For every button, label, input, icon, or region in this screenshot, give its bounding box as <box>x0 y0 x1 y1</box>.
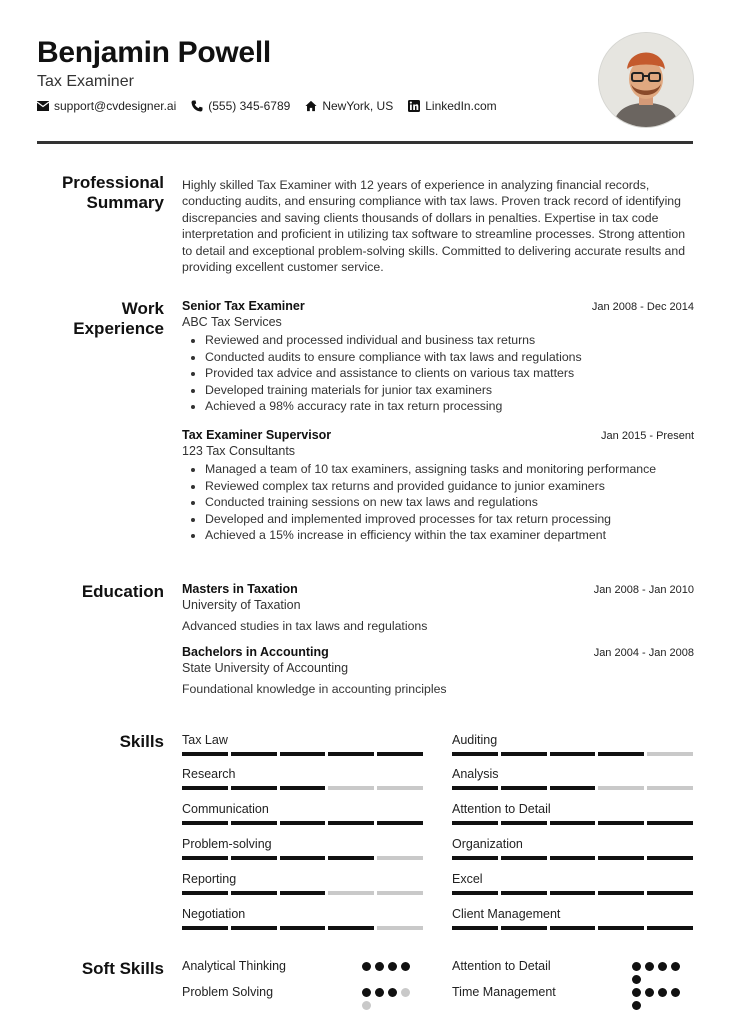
skill-level-segment <box>182 786 228 790</box>
skill-name: Negotiation <box>182 907 246 921</box>
skill-level-segment <box>647 752 693 756</box>
skill-level-segment <box>377 856 423 860</box>
rating-dot <box>645 988 654 997</box>
skill-level-bar <box>182 856 423 860</box>
skill-level-segment <box>550 752 596 756</box>
contact-phone-text: (555) 345-6789 <box>208 99 291 113</box>
section-title-experience <box>37 299 164 339</box>
rating-dot <box>401 962 410 971</box>
skill-level-segment <box>598 786 644 790</box>
skill-level-segment <box>231 752 277 756</box>
skill-level-bar <box>182 752 423 756</box>
job-bullet: • Reviewed complex tax returns and provided guidance to junior examiners <box>205 478 694 495</box>
job-title: Tax Examiner Supervisor <box>182 428 332 442</box>
rating-dot <box>388 962 397 971</box>
linkedin-icon <box>408 100 420 112</box>
skill-level-segment <box>501 786 547 790</box>
rating-dot <box>388 988 397 997</box>
experience-item <box>182 428 694 544</box>
skill-level-segment <box>231 891 277 895</box>
skill-level-segment <box>550 821 596 825</box>
skill-level-segment <box>328 856 374 860</box>
rating-dot <box>375 988 384 997</box>
skill-level-segment <box>501 926 547 930</box>
education-description: Advanced studies in tax laws and regulations <box>182 619 428 633</box>
skill-level-segment <box>647 891 693 895</box>
education-dates: Jan 2008 - Jan 2010 <box>593 584 694 596</box>
job-bullet: • Provided tax advice and assistance to clients on various tax matters <box>205 365 694 382</box>
skill-level-segment <box>501 891 547 895</box>
summary-text: Highly skilled Tax Examiner with 12 years of experience in analyzing financial records, conducting audits, and ensuring compliance with tax laws. Proven track record of identifying discrepancies and saving clients thousands of dollars in penalties. Expertise in tax code interpretation and proficient in utilizing tax software to streamline processes. Strong attention to detail and exceptional problem-solving skills. Committed to delivering accurate results and providing excellent customer service. <box>182 178 686 275</box>
skill-level-bar <box>182 926 423 930</box>
skill-item <box>182 837 423 860</box>
rating-dot <box>632 975 641 984</box>
avatar <box>598 32 694 128</box>
skill-level-segment <box>280 752 326 756</box>
section-title-soft-skills: Soft Skills <box>81 959 164 978</box>
contact-linkedin-text: LinkedIn.com <box>425 99 497 113</box>
soft-skill-rating <box>362 962 410 971</box>
skill-item <box>182 767 423 790</box>
contact-location <box>305 99 393 113</box>
skill-level-bar <box>452 786 693 790</box>
skill-level-bar <box>182 786 423 790</box>
section-title-experience-line2: Experience <box>73 319 164 338</box>
skill-level-segment <box>328 891 374 895</box>
skill-name: Tax Law <box>182 733 228 747</box>
experience-item <box>182 299 694 415</box>
soft-skill-rating <box>632 962 680 971</box>
skill-level-bar <box>452 856 693 860</box>
rating-dot <box>362 988 371 997</box>
school-name: State University of Accounting <box>182 661 349 675</box>
job-bullet: • Developed training materials for junior tax examiners <box>205 382 694 399</box>
job-company: 123 Tax Consultants <box>182 444 296 458</box>
skill-level-segment <box>452 821 498 825</box>
skill-level-bar <box>452 752 693 756</box>
section-title-summary <box>37 173 164 213</box>
soft-skill-name: Problem Solving <box>182 985 274 999</box>
skill-name: Communication <box>182 802 269 816</box>
skill-level-segment <box>328 752 374 756</box>
job-bullets <box>182 461 694 544</box>
skill-level-segment <box>550 891 596 895</box>
skill-level-segment <box>231 926 277 930</box>
skill-item <box>182 733 423 756</box>
skill-name: Reporting <box>182 872 237 886</box>
skill-level-segment <box>501 752 547 756</box>
skill-level-segment <box>231 821 277 825</box>
skill-item <box>452 837 693 860</box>
skill-item <box>452 767 693 790</box>
skill-level-segment <box>182 926 228 930</box>
home-icon <box>305 100 317 112</box>
header-divider <box>37 141 693 144</box>
skill-level-segment <box>452 891 498 895</box>
section-title-education: Education <box>81 582 164 601</box>
skill-level-segment <box>328 926 374 930</box>
education-item <box>182 582 694 633</box>
skill-level-segment <box>550 926 596 930</box>
rating-dot <box>671 988 680 997</box>
section-title-skills: Skills <box>119 732 164 751</box>
phone-icon <box>191 100 203 112</box>
section-title-summary-line1: Professional <box>61 173 164 192</box>
rating-dot <box>645 962 654 971</box>
skill-level-segment <box>280 891 326 895</box>
skill-level-segment <box>647 786 693 790</box>
skill-level-segment <box>280 786 326 790</box>
skill-level-segment <box>231 786 277 790</box>
skill-level-segment <box>182 821 228 825</box>
candidate-title: Tax Examiner <box>37 73 134 90</box>
rating-dot <box>375 962 384 971</box>
skill-level-segment <box>280 856 326 860</box>
skill-level-segment <box>377 752 423 756</box>
skill-level-segment <box>377 891 423 895</box>
skill-name: Attention to Detail <box>452 802 551 816</box>
skill-level-segment <box>231 856 277 860</box>
skill-level-segment <box>598 752 644 756</box>
rating-dot <box>362 1001 371 1010</box>
job-bullet: • Managed a team of 10 tax examiners, assigning tasks and monitoring performance <box>205 461 694 478</box>
skill-level-segment <box>182 856 228 860</box>
soft-skill-name: Analytical Thinking <box>182 959 286 973</box>
skill-level-segment <box>647 926 693 930</box>
job-bullet: • Achieved a 15% increase in efficiency within the tax examiner department <box>205 527 694 544</box>
envelope-icon <box>37 100 49 112</box>
degree-title: Bachelors in Accounting <box>182 645 329 659</box>
soft-skill-name: Time Management <box>452 985 556 999</box>
candidate-name: Benjamin Powell <box>37 36 271 69</box>
skill-level-segment <box>598 926 644 930</box>
skill-item <box>452 802 693 825</box>
skill-level-segment <box>598 821 644 825</box>
skill-level-segment <box>377 926 423 930</box>
job-bullet: • Reviewed and processed individual and business tax returns <box>205 332 694 349</box>
skill-level-bar <box>452 821 693 825</box>
skill-level-bar <box>182 821 423 825</box>
soft-skill-name: Attention to Detail <box>452 959 551 973</box>
skill-level-bar <box>452 891 693 895</box>
skill-level-segment <box>328 786 374 790</box>
skill-item <box>452 872 693 895</box>
skill-name: Auditing <box>452 733 498 747</box>
skill-level-segment <box>550 786 596 790</box>
skill-level-segment <box>598 891 644 895</box>
skill-level-bar <box>182 891 423 895</box>
rating-dot <box>362 962 371 971</box>
job-bullet: • Conducted audits to ensure compliance with tax laws and regulations <box>205 349 694 366</box>
skill-level-segment <box>182 752 228 756</box>
education-dates: Jan 2004 - Jan 2008 <box>593 647 694 659</box>
soft-skill-rating <box>362 988 410 997</box>
contact-email-text: support@cvdesigner.ai <box>54 99 177 113</box>
job-company: ABC Tax Services <box>182 315 282 329</box>
skill-level-bar <box>452 926 693 930</box>
skill-level-segment <box>501 821 547 825</box>
skill-name: Problem-solving <box>182 837 272 851</box>
rating-dot <box>401 988 410 997</box>
skill-level-segment <box>452 856 498 860</box>
job-dates: Jan 2015 - Present <box>601 430 694 442</box>
skill-level-segment <box>501 856 547 860</box>
section-title-experience-line1: Work <box>121 299 164 318</box>
skill-name: Excel <box>452 872 483 886</box>
skill-level-segment <box>647 821 693 825</box>
rating-dot <box>632 988 641 997</box>
skill-item <box>452 733 693 756</box>
skill-item <box>452 907 693 930</box>
job-bullet: • Achieved a 98% accuracy rate in tax return processing <box>205 398 694 415</box>
education-item <box>182 645 694 696</box>
job-bullets <box>182 332 694 415</box>
skill-level-segment <box>550 856 596 860</box>
skill-level-segment <box>182 891 228 895</box>
rating-dot <box>671 962 680 971</box>
contact-linkedin[interactable] <box>408 99 496 113</box>
soft-skill-rating <box>632 988 680 997</box>
skill-level-segment <box>377 821 423 825</box>
contact-email[interactable] <box>37 99 176 113</box>
contact-phone[interactable] <box>191 99 290 113</box>
skill-level-segment <box>377 786 423 790</box>
skill-item <box>182 872 423 895</box>
rating-dot <box>632 1001 641 1010</box>
skill-level-segment <box>280 926 326 930</box>
rating-dot <box>658 962 667 971</box>
skill-level-segment <box>647 856 693 860</box>
skill-level-segment <box>328 821 374 825</box>
skill-level-segment <box>452 926 498 930</box>
skill-name: Organization <box>452 837 523 851</box>
skill-level-segment <box>452 752 498 756</box>
skill-name: Client Management <box>452 907 561 921</box>
skill-item <box>182 802 423 825</box>
degree-title: Masters in Taxation <box>182 582 298 596</box>
rating-dot <box>658 988 667 997</box>
skill-level-segment <box>452 786 498 790</box>
school-name: University of Taxation <box>182 598 301 612</box>
skill-level-segment <box>598 856 644 860</box>
job-dates: Jan 2008 - Dec 2014 <box>591 301 694 313</box>
skill-level-segment <box>280 821 326 825</box>
job-bullet: • Developed and implemented improved processes for tax return processing <box>205 511 694 528</box>
job-title: Senior Tax Examiner <box>182 299 305 313</box>
skill-name: Research <box>182 767 236 781</box>
skill-name: Analysis <box>452 767 499 781</box>
education-description: Foundational knowledge in accounting principles <box>182 682 447 696</box>
contact-bar <box>37 99 497 113</box>
job-bullet: • Conducted training sessions on new tax laws and regulations <box>205 494 694 511</box>
contact-location-text: NewYork, US <box>322 99 394 113</box>
rating-dot <box>632 962 641 971</box>
section-title-summary-line2: Summary <box>86 193 164 212</box>
skill-item <box>182 907 423 930</box>
